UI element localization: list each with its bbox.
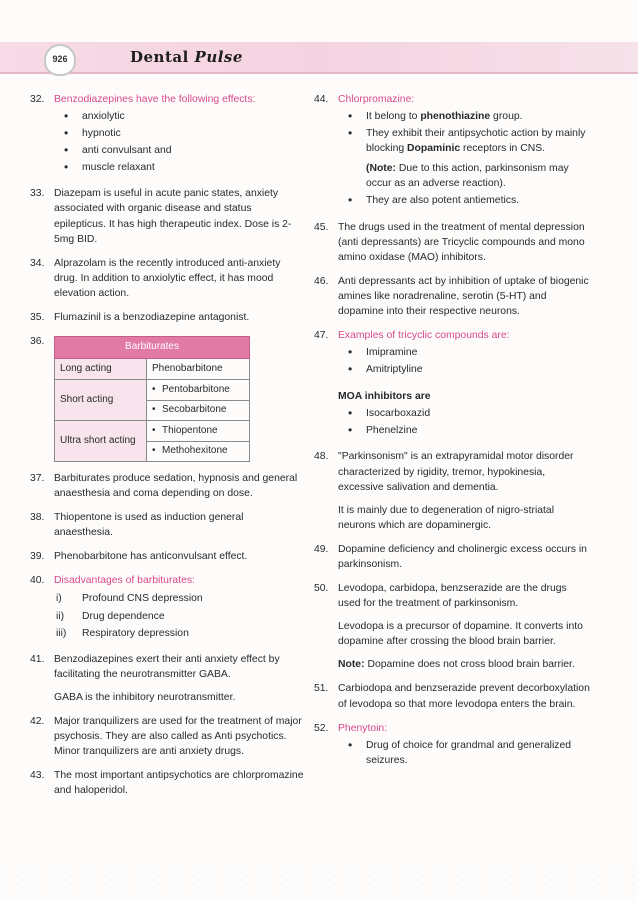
- list-item: • Imipramine: [338, 345, 592, 360]
- left-column: [30, 92, 305, 807]
- item-text: Alprazolam is the recently introduced anti-anxiety drug. In addition to anxiolytic effect, it has mood elevation action.: [54, 257, 281, 299]
- item-text: Barbiturates produce sedation, hypnosis and general anaesthesia and coma depending on dose.: [54, 473, 298, 500]
- header-band: [0, 42, 638, 72]
- item-35: 35. Flumazinil is a benzodiazepine antagonist.: [30, 310, 305, 325]
- item-text: "Parkinsonism" is an extrapyramidal motor disorder characterized by rigidity, tremor, hypokinesia, excessive salivation and dementia.: [338, 451, 574, 493]
- item-text: The most important antipsychotics are chlorpromazine and haloperidol.: [54, 770, 304, 797]
- item-text: Flumazinil is a benzodiazepine antagonist.: [54, 311, 250, 323]
- item-text: Levodopa, carbidopa, benzserazide are the drugs used for the treatment of parkinsonism.: [338, 583, 567, 610]
- item-text-2: GABA is the inhibitory neurotransmitter.: [54, 691, 236, 703]
- page-number: 926: [52, 54, 68, 65]
- item-39: 39. Phenobarbitone has anticonvulsant effect.: [30, 549, 305, 564]
- item-text: Benzodiazepines exert their anti anxiety effect by facilitating the neurotransmitter GABA.: [54, 653, 280, 680]
- item-49: 49. Dopamine deficiency and cholinergic excess occurs in parkinsonism.: [314, 542, 592, 572]
- item-text: Anti depressants act by inhibition of uptake of biogenic amines like noradrenaline, serotin (5-HT) and dopamine into their respective neurons.: [338, 275, 589, 317]
- roman-list: [54, 591, 305, 640]
- table-row: Long acting Phenobarbitone: [55, 358, 250, 380]
- bullet-list: [338, 345, 592, 377]
- bullet-list: [338, 406, 592, 438]
- item-heading: Chlorpromazine:: [338, 94, 415, 105]
- item-text: Diazepam is useful in acute panic states, anxiety associated with organic disease and status epilepticus. It has high therapeutic index. Dose is 2-5mg BID.: [54, 188, 292, 245]
- item-47: 47. Examples of tricyclic compounds are: • Imipramine • Amitriptyline MOA inhibitors are • Isocarboxazid • Phenelzine: [314, 328, 592, 440]
- item-46: 46. Anti depressants act by inhibition of uptake of biogenic amines like noradrenaline, serotin (5-HT) and dopamine into their respective neurons.: [314, 274, 592, 319]
- table-title: Barbiturates: [55, 337, 250, 359]
- bullet-list: [54, 109, 305, 175]
- list-item: • They exhibit their antipsychotic action by mainly blocking Dopaminic receptors in CNS. (Note: Due to this action, parkinsonism may occur as an adverse reaction).: [338, 126, 592, 191]
- list-item: • hypnotic: [54, 126, 305, 141]
- table-row: Ultra short acting • Thiopentone • Methohexitone: [55, 421, 250, 462]
- header-rule: [0, 72, 638, 74]
- item-text-2: It is mainly due to degeneration of nigro-striatal neurons which are dopaminergic.: [338, 504, 555, 531]
- barbiturates-table: [54, 336, 250, 462]
- list-item: ii) Drug dependence: [56, 610, 165, 622]
- item-48: 48. "Parkinsonism" is an extrapyramidal motor disorder characterized by rigidity, tremor, hypokinesia, excessive salivation and dementia. It is mainly due to degeneration of nigro-striatal neurons which are dopaminergic.: [314, 449, 592, 532]
- item-heading: Disadvantages of barbiturates:: [54, 575, 195, 587]
- item-text: Phenobarbitone has anticonvulsant effect.: [54, 551, 248, 563]
- item-heading: Phenytoin:: [338, 722, 388, 734]
- list-item: • anxiolytic: [54, 109, 305, 124]
- tooth-page-badge: [44, 44, 76, 76]
- item-36: 36. Barbiturates Long acting Phenobarbitone Short acting • Pentobarbitone • Secobarbitone Ultra short acting • Thiopentone • Methohexitone: [30, 334, 305, 462]
- item-37: 37. Barbiturates produce sedation, hypnosis and general anaesthesia and coma depending on dose.: [30, 471, 305, 501]
- list-item: • They are also potent antiemetics.: [338, 193, 592, 208]
- list-item: • Isocarboxazid: [338, 406, 592, 421]
- item-34: 34. Alprazolam is the recently introduced anti-anxiety drug. In addition to anxiolytic effect, it has mood elevation action.: [30, 256, 305, 301]
- item-44: 44. Chlorpromazine: • It belong to phenothiazine group. • They exhibit their antipsychotic action by mainly blocking Dopaminic receptors in CNS. (Note: Due to this action, parkinsonism may occur as an adverse reaction). • They are also potent antiemetics.: [314, 92, 592, 211]
- item-40: 40. Disadvantages of barbiturates: i) Profound CNS depression ii) Drug dependence iii) Respiratory depression: [30, 573, 305, 642]
- right-column: [314, 92, 592, 779]
- bullet-list: [338, 738, 592, 768]
- item-text: Dopamine deficiency and cholinergic excess occurs in parkinsonism.: [338, 543, 587, 570]
- item-text: Carbiodopa and benzserazide prevent decorboxylation of levodopa so that more levodopa enters the brain.: [338, 683, 590, 710]
- item-heading: Examples of tricyclic compounds are:: [338, 330, 510, 342]
- item-38: 38. Thiopentone is used as induction general anaesthesia.: [30, 510, 305, 540]
- item-text-2: Levodopa is a precursor of dopamine. It converts into dopamine after crossing the blood brain barrier.: [338, 621, 583, 648]
- list-item: iii) Respiratory depression: [56, 627, 189, 639]
- item-heading: Benzodiazepines have the following effects:: [54, 94, 256, 105]
- item-text: The drugs used in the treatment of mental depression (anti depressants) are Tricyclic compounds and mono amino oxidase (MAO) inhibitors.: [338, 221, 585, 263]
- item-41: 41. Benzodiazepines exert their anti anxiety effect by facilitating the neurotransmitter GABA. GABA is the inhibitory neurotransmitter.: [30, 652, 305, 705]
- list-item: • anti convulsant and: [54, 143, 305, 158]
- item-51: 51. Carbiodopa and benzserazide prevent decorboxylation of levodopa so that more levodopa enters the brain.: [314, 681, 592, 711]
- subheading: MOA inhibitors are: [338, 391, 431, 403]
- item-32: 32. Benzodiazepines have the following effects: • anxiolytic • hypnotic • anti convulsant and • muscle relaxant: [30, 92, 305, 177]
- item-text: Major tranquilizers are used for the treatment of major psychosis. They are also called as Anti psychotics. Minor tranquilizers are anti anxiety drugs.: [54, 715, 302, 758]
- item-42: 42. Major tranquilizers are used for the treatment of major psychosis. They are also called as Anti psychotics. Minor tranquilizers are anti anxiety drugs.: [30, 714, 305, 759]
- list-item: • Phenelzine: [338, 423, 592, 438]
- list-item: • Amitriptyline: [338, 362, 592, 377]
- bullet-list: [338, 109, 592, 208]
- note: Note: Dopamine does not cross blood brain barrier.: [338, 659, 575, 671]
- item-45: 45. The drugs used in the treatment of mental depression (anti depressants) are Tricyclic compounds and mono amino oxidase (MAO) inhibitors.: [314, 220, 592, 265]
- item-text: Thiopentone is used as induction general anaesthesia.: [54, 512, 244, 539]
- list-item: • Drug of choice for grandmal and generalized seizures.: [338, 738, 592, 768]
- running-title: Dental Pulse: [130, 48, 243, 66]
- list-item: • It belong to phenothiazine group.: [338, 109, 592, 124]
- item-50: 50. Levodopa, carbidopa, benzserazide are the drugs used for the treatment of parkinsonism. Levodopa is a precursor of dopamine. It converts into dopamine after crossing the blood brain barrier. Note: Dopamine does not cross blood brain barrier.: [314, 581, 592, 672]
- list-item: i) Profound CNS depression: [56, 593, 203, 605]
- item-52: 52. Phenytoin: • Drug of choice for grandmal and generalized seizures.: [314, 721, 592, 770]
- list-item: • muscle relaxant: [54, 160, 305, 175]
- note: (Note: Due to this action, parkinsonism may occur as an adverse reaction).: [366, 163, 569, 190]
- item-33: 33. Diazepam is useful in acute panic states, anxiety associated with organic disease and status epilepticus. It has high therapeutic index. Dose is 2-5mg BID.: [30, 186, 305, 246]
- scan-noise: [0, 862, 638, 902]
- item-43: 43. The most important antipsychotics are chlorpromazine and haloperidol.: [30, 768, 305, 798]
- table-row: Short acting • Pentobarbitone • Secobarbitone: [55, 380, 250, 421]
